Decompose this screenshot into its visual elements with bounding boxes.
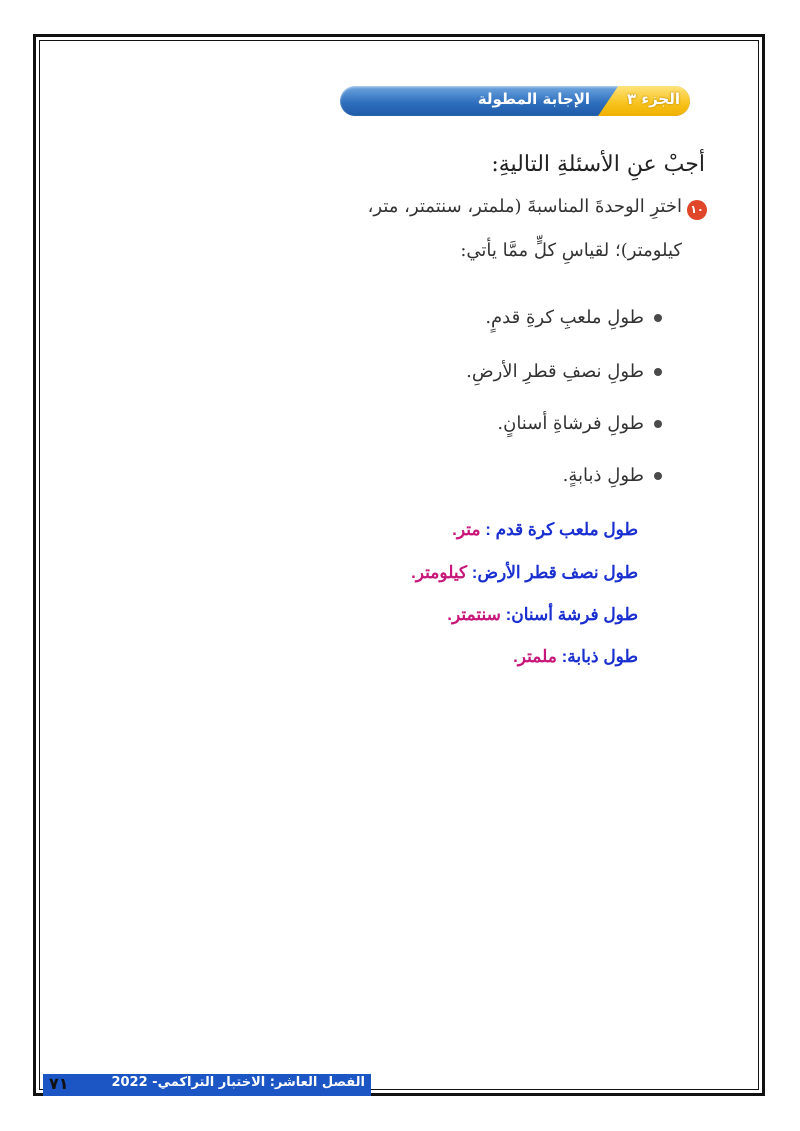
list-item-text: طولِ ملعبِ كرةِ قدمٍ. <box>485 307 644 328</box>
answer-value: كيلومتر. <box>411 563 468 582</box>
question-text-line1: اخترِ الوحدةَ المناسبةَ (ملمتر، سنتمتر، متر، <box>367 196 682 217</box>
bullet-icon <box>654 314 662 322</box>
question-text-line2: كيلومتر)؛ لقياسِ كلٍّ ممَّا يأتي: <box>460 240 682 261</box>
answer-label: طول ملعب كرة قدم : <box>485 520 638 539</box>
answer-line <box>513 647 638 667</box>
list-item <box>497 413 662 434</box>
question-number-badge: ١٠ <box>687 200 707 220</box>
answer-value: متر. <box>452 520 481 539</box>
list-item <box>485 307 662 328</box>
answer-line <box>452 520 638 540</box>
answer-line <box>411 563 638 583</box>
answer-label: طول نصف قطر الأرض: <box>471 563 638 582</box>
footer-bar <box>43 1074 371 1096</box>
list-item-text: طولِ ذبابةٍ. <box>562 465 644 486</box>
section-title: الإجابة المطولة <box>477 90 590 108</box>
answer-label: طول فرشة أسنان: <box>505 605 638 624</box>
part-label: الجزء ٣ <box>627 90 680 108</box>
list-item-text: طولِ فرشاةِ أسنانٍ. <box>497 413 644 434</box>
page-number: ٧١ <box>49 1074 69 1093</box>
answer-value: ملمتر. <box>513 647 557 666</box>
footer-text: الفصل العاشر: الاختبار التراكمي- 2022 <box>111 1075 365 1090</box>
answer-line <box>447 605 638 625</box>
instruction-heading: أجبْ عنِ الأسئلةِ التاليةِ: <box>491 152 705 177</box>
list-item <box>466 361 662 382</box>
section-banner <box>340 86 690 116</box>
bullet-icon <box>654 420 662 428</box>
list-item-text: طولِ نصفِ قطرِ الأرضِ. <box>466 361 644 382</box>
answer-value: سنتمتر. <box>447 605 501 624</box>
answer-label: طول ذبابة: <box>561 647 638 666</box>
list-item <box>563 465 662 486</box>
bullet-icon <box>654 472 662 480</box>
bullet-icon <box>654 368 662 376</box>
